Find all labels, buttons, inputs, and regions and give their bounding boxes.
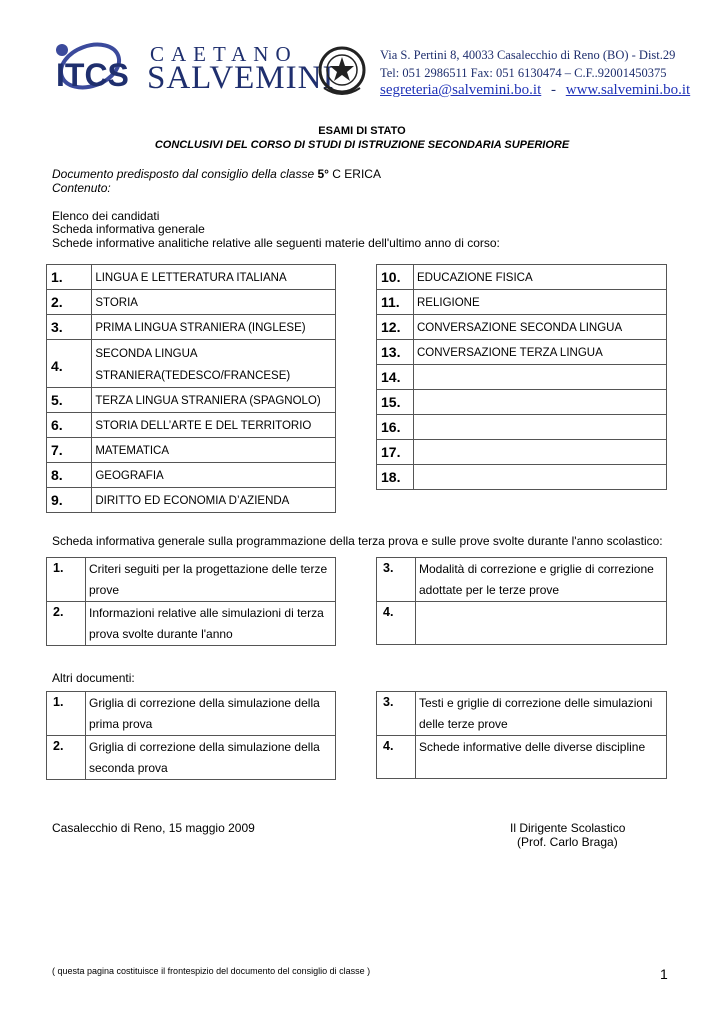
item-line: Informazioni relative alle simulazioni di terza: [89, 606, 324, 620]
item-number: 2.: [47, 736, 86, 780]
item-text: [416, 558, 667, 602]
subjects-table-left: [46, 264, 336, 513]
altri-table-left: [46, 691, 336, 780]
subject-number: 5.: [47, 388, 92, 413]
subject-label: STORIA DELL’ARTE E DEL TERRITORIO: [92, 413, 336, 438]
subject-label: [414, 465, 667, 490]
logo-caetano: CAETANO: [150, 42, 298, 66]
item-line: delle terze prove: [419, 717, 508, 731]
table-row: [377, 340, 667, 365]
subject-number: 14.: [377, 365, 414, 390]
place-date: Casalecchio di Reno, 15 maggio 2009: [52, 821, 255, 835]
altri-documenti-heading: Altri documenti:: [52, 671, 135, 685]
subject-label: [414, 390, 667, 415]
table-row: [377, 558, 667, 602]
subject-number: 16.: [377, 415, 414, 440]
table-row: [47, 340, 336, 388]
subject-label: CONVERSAZIONE SECONDA LINGUA: [414, 315, 667, 340]
table-row: [47, 692, 336, 736]
subject-label: EDUCAZIONE FISICA: [414, 265, 667, 290]
subject-number: 17.: [377, 440, 414, 465]
subjects-table-right: [376, 264, 667, 490]
item-number: 2.: [47, 602, 86, 646]
item-text: [86, 558, 336, 602]
logo-salvemini: SALVEMINI: [147, 60, 335, 96]
table-row: [377, 465, 667, 490]
link-separator: -: [551, 82, 557, 98]
class-number: 5°: [317, 167, 329, 181]
item-line: Testi e griglie di correzione delle simulazioni: [419, 696, 653, 710]
item-number: 1.: [47, 692, 86, 736]
table-row: [47, 265, 336, 290]
table-row: [377, 415, 667, 440]
subject-label: GEOGRAFIA: [92, 463, 336, 488]
contenuto-label: Contenuto:: [52, 181, 111, 195]
svg-text:ITCS: ITCS: [56, 57, 129, 93]
subject-number: 2.: [47, 290, 92, 315]
subject-label: RELIGIONE: [414, 290, 667, 315]
email-link[interactable]: segreteria@salvemini.bo.it: [380, 82, 542, 98]
table-row: [377, 315, 667, 340]
subject-label: PRIMA LINGUA STRANIERA (INGLESE): [92, 315, 336, 340]
item-text: [416, 736, 667, 779]
table-row: [377, 290, 667, 315]
subject-number: 10.: [377, 265, 414, 290]
signatory-role: Il Dirigente Scolastico: [510, 821, 626, 835]
website-link[interactable]: www.salvemini.bo.it: [565, 82, 691, 98]
item-line: Griglia di correzione della simulazione della: [89, 696, 320, 710]
table-row: [47, 602, 336, 646]
item-number: 4.: [377, 602, 416, 645]
item-line: adottate per le terze prove: [419, 583, 560, 597]
subject-number: 8.: [47, 463, 92, 488]
subject-label: [414, 440, 667, 465]
class-name: C ERICA: [328, 167, 381, 181]
subject-label: [414, 365, 667, 390]
intro-item-materie: Schede informative analitiche relative alle seguenti materie dell'ultimo anno di corso:: [52, 236, 500, 250]
item-text: [86, 736, 336, 780]
terza-prova-table-right: [376, 557, 667, 645]
item-text: [416, 602, 667, 645]
item-number: 4.: [377, 736, 416, 779]
table-row: [47, 736, 336, 780]
subject-number: 13.: [377, 340, 414, 365]
table-row: [47, 413, 336, 438]
subject-label: SECONDA LINGUA STRANIERA(TEDESCO/FRANCESE): [92, 340, 336, 388]
table-row: [377, 390, 667, 415]
item-text: [416, 692, 667, 736]
table-row: [47, 315, 336, 340]
table-row: [47, 463, 336, 488]
subject-number: 3.: [47, 315, 92, 340]
subject-number: 1.: [47, 265, 92, 290]
table-row: [377, 265, 667, 290]
page-number: 1: [660, 966, 668, 982]
subject-number: 15.: [377, 390, 414, 415]
subject-label: [414, 415, 667, 440]
table-row: [377, 365, 667, 390]
intro-item-candidati: Elenco dei candidati: [52, 209, 160, 223]
table-row: [377, 692, 667, 736]
terza-prova-heading: Scheda informativa generale sulla programmazione della terza prova e sulle prove svolte durante l'anno scolastico:: [52, 534, 663, 548]
item-number: 1.: [47, 558, 86, 602]
document-subtitle: CONCLUSIVI DEL CORSO DI STUDI DI ISTRUZIONE SECONDARIA SUPERIORE: [154, 139, 570, 151]
item-line: Criteri seguiti per la progettazione delle terze: [89, 562, 328, 576]
signatory-name: (Prof. Carlo Braga): [517, 835, 618, 849]
document-title: ESAMI DI STATO: [318, 125, 406, 137]
table-row: [47, 558, 336, 602]
table-row: [47, 290, 336, 315]
item-line: prova svolte durante l'anno: [89, 627, 233, 641]
itcs-logo: [52, 40, 144, 96]
school-contacts: Tel: 051 2986511 Fax: 051 6130474 – C.F..92001450375: [380, 66, 667, 80]
class-prefix: Documento predisposto dal consiglio della classe: [52, 167, 318, 181]
table-row: [47, 438, 336, 463]
item-text: [86, 602, 336, 646]
subject-number: 12.: [377, 315, 414, 340]
republic-emblem-icon: [316, 44, 368, 100]
subject-label: DIRITTO ED ECONOMIA D’AZIENDA: [92, 488, 336, 513]
subject-number: 6.: [47, 413, 92, 438]
item-number: 3.: [377, 692, 416, 736]
subject-label: LINGUA E LETTERATURA ITALIANA: [92, 265, 336, 290]
school-address: Via S. Pertini 8, 40033 Casalecchio di Reno (BO) - Dist.29: [380, 48, 676, 62]
subject-label: STORIA: [92, 290, 336, 315]
terza-prova-table-left: [46, 557, 336, 646]
item-line: Schede informative delle diverse discipline: [419, 740, 646, 754]
altri-table-right: [376, 691, 667, 779]
subject-number: 11.: [377, 290, 414, 315]
item-text: [86, 692, 336, 736]
subject-number: 9.: [47, 488, 92, 513]
item-line: Modalità di correzione e griglie di correzione: [419, 562, 654, 576]
subject-number: 4.: [47, 340, 92, 388]
table-row: [377, 440, 667, 465]
table-row: [377, 736, 667, 779]
subject-label: TERZA LINGUA STRANIERA (SPAGNOLO): [92, 388, 336, 413]
subject-label: CONVERSAZIONE TERZA LINGUA: [414, 340, 667, 365]
table-row: [47, 388, 336, 413]
item-line: prima prova: [89, 717, 153, 731]
intro-item-scheda: Scheda informativa generale: [52, 222, 205, 236]
table-row: [377, 602, 667, 645]
item-line: prove: [89, 583, 120, 597]
item-number: 3.: [377, 558, 416, 602]
item-line: Griglia di correzione della simulazione della: [89, 740, 320, 754]
subject-label: MATEMATICA: [92, 438, 336, 463]
table-row: [47, 488, 336, 513]
footer-note: ( questa pagina costituisce il frontespizio del documento del consiglio di classe ): [52, 966, 371, 976]
item-line: seconda prova: [89, 761, 168, 775]
school-links: [380, 82, 690, 99]
subject-number: 18.: [377, 465, 414, 490]
class-line: [52, 167, 381, 181]
subject-number: 7.: [47, 438, 92, 463]
